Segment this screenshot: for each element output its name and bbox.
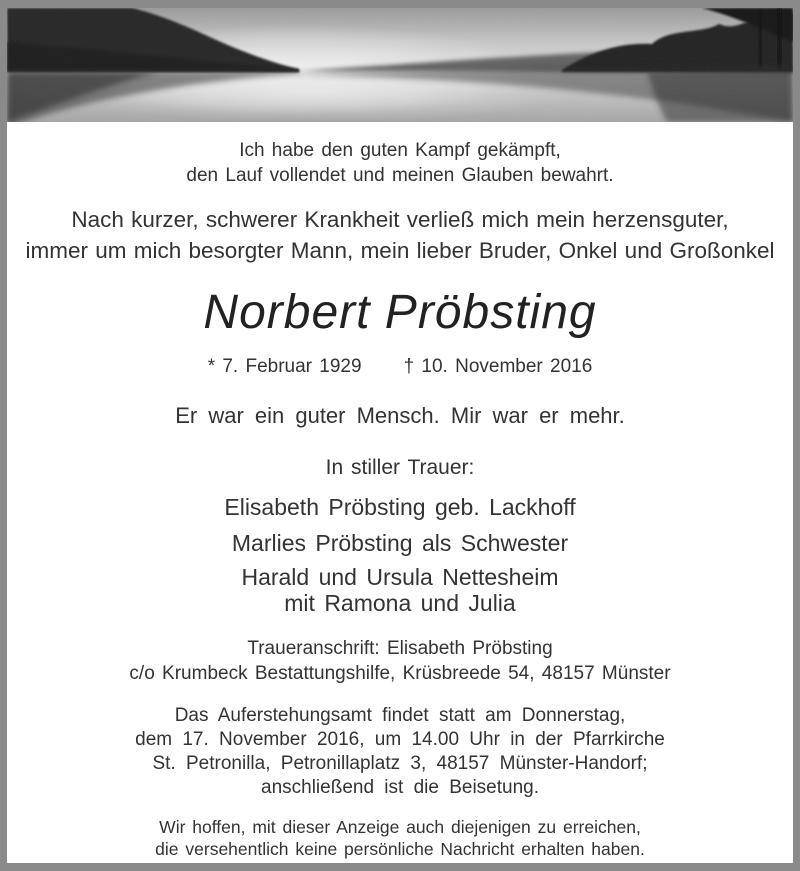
- mourner-group-line-1: Harald und Ursula Nettesheim: [241, 564, 559, 590]
- mourning-address: [7, 636, 793, 686]
- mourning-heading: In stiller Trauer:: [325, 456, 475, 479]
- service-info-line-2: dem 17. November 2016, um 14.00 Uhr in der Pfarrkirche: [135, 729, 665, 750]
- tribute-line: Er war ein guter Mensch. Mir war er mehr.: [175, 403, 625, 428]
- service-info: [7, 704, 793, 800]
- closing-note-line-1: Wir hoffen, mit dieser Anzeige auch diejenigen zu erreichen,: [159, 817, 641, 837]
- closing-note: [7, 816, 793, 860]
- death-date: † 10. November 2016: [403, 356, 593, 377]
- epigraph-line-2: den Lauf vollendet und meinen Glauben bewahrt.: [186, 165, 614, 186]
- closing-note-line-2: die versehentlich keine persönliche Nachricht erhalten haben.: [155, 839, 645, 859]
- birth-date: * 7. Februar 1929: [207, 356, 362, 377]
- mourning-address-line-2: c/o Krumbeck Bestattungshilfe, Krüsbreede 54, 48157 Münster: [129, 663, 671, 684]
- mourner-name-2: Marlies Pröbsting als Schwester: [231, 530, 569, 556]
- service-info-line-4: anschließend ist die Beisetung.: [261, 777, 539, 798]
- obituary-paper: [7, 8, 793, 863]
- memorial-landscape-photo: [7, 8, 793, 122]
- mourner-name-1: Elisabeth Pröbsting geb. Lackhoff: [224, 494, 576, 520]
- deceased-name: Norbert Pröbsting: [203, 286, 597, 339]
- mourner-group: [7, 564, 793, 616]
- service-info-line-1: Das Auferstehungsamt findet statt am Donnerstag,: [174, 705, 626, 726]
- mourner-group-line-2: mit Ramona und Julia: [284, 590, 516, 616]
- intro-line-1: Nach kurzer, schwerer Krankheit verließ mich mein herzensguter,: [71, 207, 729, 232]
- life-dates: [7, 354, 793, 380]
- epigraph-line-1: Ich habe den guten Kampf gekämpft,: [239, 140, 561, 161]
- mourning-address-line-1: Traueranschrift: Elisabeth Pröbsting: [247, 638, 553, 659]
- epigraph: [7, 138, 793, 188]
- service-info-line-3: St. Petronilla, Petronillaplatz 3, 48157 Münster-Handorf;: [152, 753, 648, 774]
- intro-line-2: immer um mich besorgter Mann, mein lieber Bruder, Onkel und Großonkel: [25, 238, 775, 263]
- intro-text: [7, 204, 793, 266]
